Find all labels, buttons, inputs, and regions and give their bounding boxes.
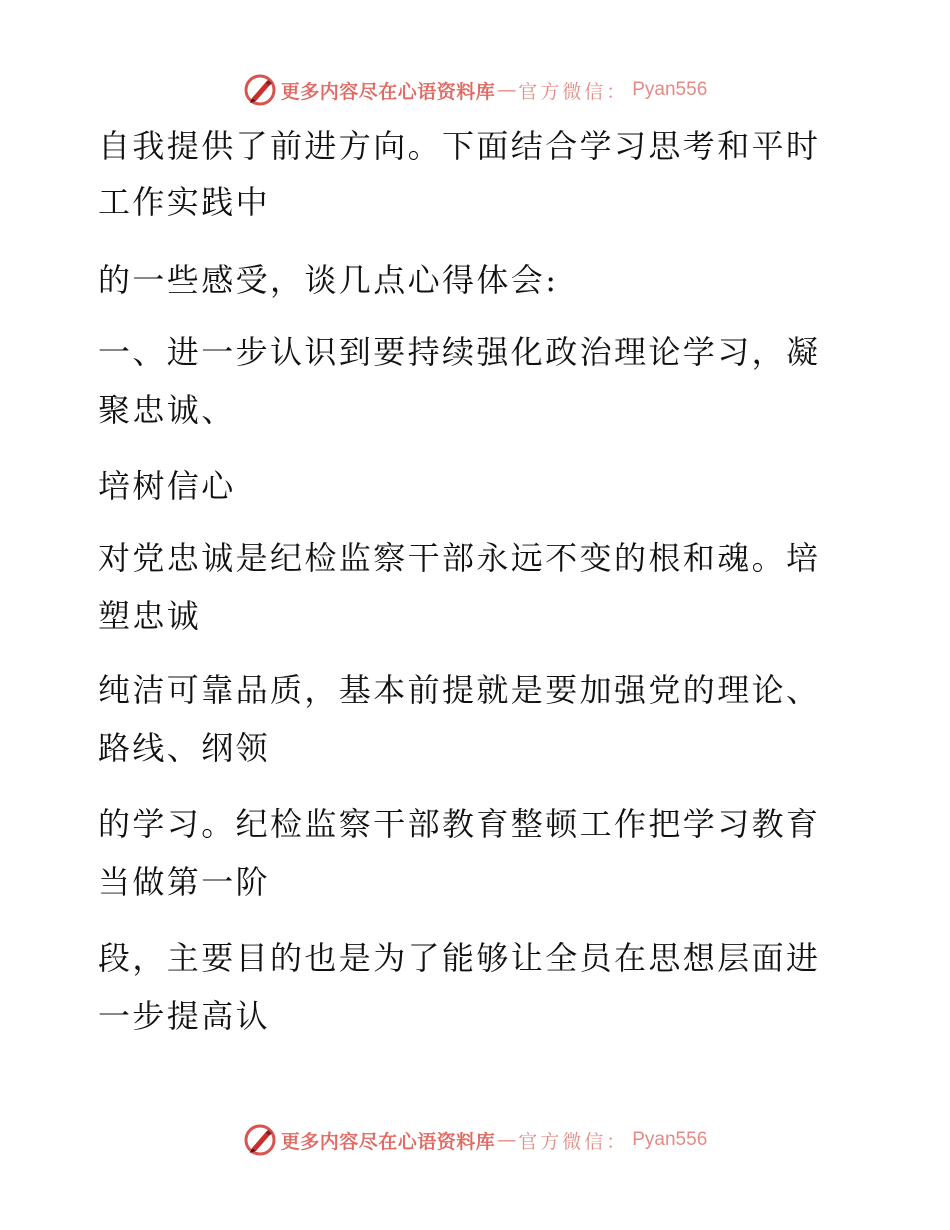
text-line: 段，主要目的也是为了能够让全员在思想层面进 <box>98 939 821 977</box>
text-line: 一、进一步认识到要持续强化政治理论学习，凝 <box>98 333 821 371</box>
pen-logo-icon <box>243 1123 277 1157</box>
text-line: 自我提供了前进方向。下面结合学习思考和平时 <box>98 127 821 165</box>
text-line: 当做第一阶 <box>98 863 271 901</box>
watermark-separator: — <box>497 1129 517 1151</box>
text-line: 的一些感受，谈几点心得体会: <box>98 261 559 299</box>
watermark-brand-text: 更多内容尽在心语资料库 <box>280 80 496 103</box>
text-line: 培树信心 <box>98 467 236 505</box>
watermark-brand-text: 更多内容尽在心语资料库 <box>280 1130 496 1153</box>
text-line: 纯洁可靠品质，基本前提就是要加强党的理论、 <box>98 671 821 709</box>
watermark-account-id: Pyan556 <box>632 1129 708 1150</box>
text-line: 的学习。纪检监察干部教育整顿工作把学习教育 <box>98 805 821 843</box>
text-line: 对党忠诚是纪检监察干部永远不变的根和魂。培 <box>98 539 821 577</box>
text-line: 塑忠诚 <box>98 597 202 635</box>
pen-logo-icon <box>243 73 277 107</box>
watermark-separator: — <box>497 79 517 101</box>
text-line: 聚忠诚、 <box>98 391 236 429</box>
header-watermark <box>0 70 950 110</box>
watermark-official-text: 官方微信： <box>518 1130 629 1153</box>
watermark-account-id: Pyan556 <box>632 79 708 100</box>
footer-watermark <box>0 1120 950 1160</box>
watermark-official-text: 官方微信： <box>518 80 629 103</box>
text-line: 工作实践中 <box>98 183 271 221</box>
text-line: 一步提高认 <box>98 997 271 1035</box>
text-line: 路线、纲领 <box>98 729 271 767</box>
